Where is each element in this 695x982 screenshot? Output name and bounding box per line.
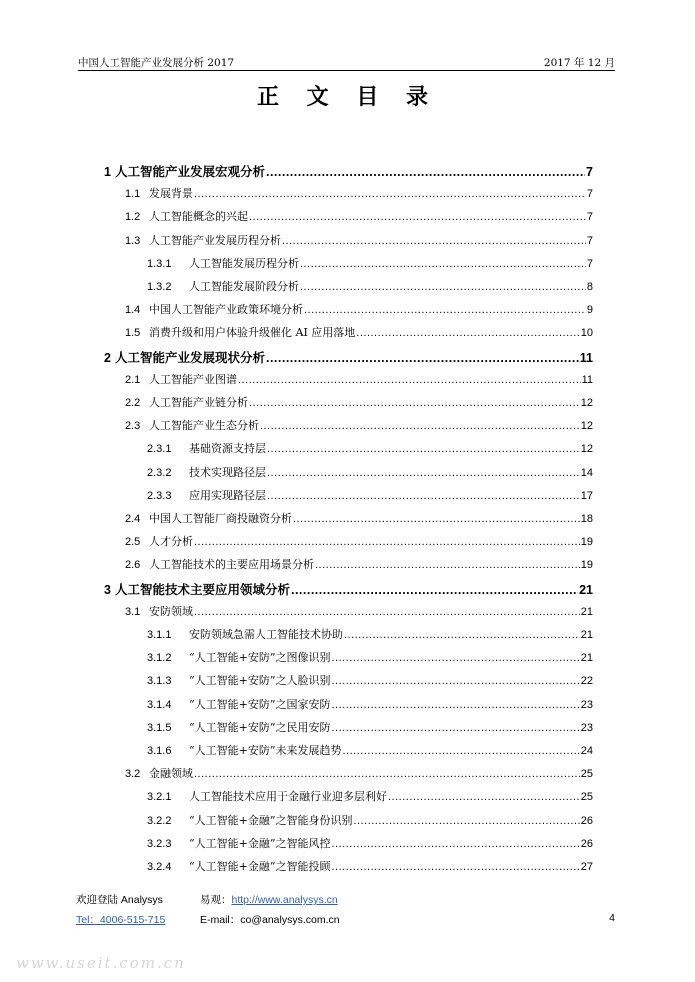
footer-email: E-mail：co@analysys.com.cn [200, 914, 340, 926]
toc-entry-page: 23 [580, 721, 593, 734]
toc-entry-title: “人工智能+金融”之智能身份识别 [189, 813, 353, 827]
toc-dot-leader [249, 211, 586, 223]
toc-entry-number: 3.1 [125, 605, 141, 618]
footer-page-number: 4 [609, 912, 615, 924]
toc-dot-leader [342, 745, 579, 757]
toc-entry-number: 1.4 [125, 304, 141, 317]
toc-entry-number: 1.5 [125, 327, 141, 340]
toc-entry-title: “人工智能+安防”未来发展趋势 [189, 744, 342, 757]
toc-entry-title: 发展背景 [149, 187, 193, 201]
page-footer [76, 892, 615, 932]
toc-entry-number: 1.3.2 [147, 281, 172, 293]
toc-dot-leader [331, 699, 579, 711]
toc-entry-title: 人工智能产业发展现状分析 [114, 349, 265, 365]
toc-entry[interactable] [104, 580, 593, 598]
toc-entry-page: 7 [586, 257, 593, 270]
toc-entry-page: 25 [580, 768, 593, 781]
toc-dot-leader [267, 443, 580, 455]
toc-dot-leader [282, 235, 586, 247]
toc-dot-leader [331, 722, 579, 734]
toc-entry-page: 18 [580, 513, 593, 525]
footer-website [200, 892, 338, 907]
toc-entry-page: 21 [580, 605, 593, 618]
toc-entry-number: 1.1 [125, 188, 141, 201]
toc-dot-leader [260, 420, 580, 432]
toc-entry-title: “人工智能+金融”之智能投顾 [189, 860, 331, 873]
toc-entry[interactable] [147, 788, 593, 804]
toc-entry[interactable] [125, 324, 593, 340]
toc-dot-leader [293, 513, 580, 525]
page-header [78, 52, 615, 71]
toc-entry-number: 3.2.2 [147, 814, 172, 827]
toc-dot-leader [238, 374, 581, 386]
toc-entry-title: 应用实现路径层 [189, 488, 266, 502]
toc-entry-page: 26 [580, 814, 593, 827]
toc-entry[interactable] [125, 208, 593, 224]
toc-entry[interactable] [147, 672, 593, 688]
toc-entry-title: 技术实现路径层 [189, 465, 266, 479]
toc-entry-page: 10 [580, 327, 593, 340]
toc-entry[interactable] [125, 603, 593, 619]
toc-entry[interactable] [125, 371, 593, 387]
toc-entry[interactable] [104, 162, 593, 180]
toc-dot-leader [331, 838, 579, 850]
toc-dot-leader [353, 815, 579, 827]
toc-entry-page: 23 [580, 698, 593, 711]
toc-entry-page: 27 [580, 861, 593, 873]
toc-entry-title: 人工智能发展历程分析 [189, 256, 299, 270]
toc-entry-page: 7 [586, 165, 593, 179]
toc-entry-page: 19 [580, 559, 593, 572]
toc-dot-leader [267, 490, 580, 502]
footer-website-label: 易观： [200, 894, 232, 906]
toc-entry[interactable] [147, 858, 593, 874]
toc-entry[interactable] [147, 812, 593, 828]
toc-entry-page: 22 [580, 675, 593, 688]
toc-entry-page: 9 [586, 304, 593, 317]
toc-entry-number: 3.1.5 [147, 721, 172, 734]
toc-entry[interactable] [125, 556, 593, 572]
toc-entry-title: 中国人工智能厂商投融资分析 [149, 512, 292, 525]
toc-dot-leader [331, 675, 579, 687]
toc-entry-title: 消费升级和用户体验升级催化 AI 应用落地 [149, 326, 356, 340]
toc-entry-title: 人工智能产业生态分析 [149, 419, 259, 433]
toc-entry-number: 3.1.4 [147, 698, 172, 711]
toc-entry-title: 人工智能技术的主要应用场景分析 [149, 558, 314, 572]
toc-dot-leader [331, 861, 579, 873]
toc-entry[interactable] [147, 626, 593, 642]
toc-dot-leader [194, 768, 580, 780]
toc-entry[interactable] [147, 696, 593, 712]
toc-entry-title: 人工智能技术主要应用领域分析 [114, 581, 290, 597]
toc-dot-leader [344, 629, 580, 641]
toc-entry-number: 2.5 [125, 536, 141, 549]
toc-entry-number: 3.2.3 [147, 837, 172, 850]
toc-entry[interactable] [147, 464, 593, 480]
toc-dot-leader [300, 281, 586, 293]
toc-entry-number: 3.1.2 [147, 652, 172, 665]
toc-entry-number: 1.3 [125, 234, 141, 247]
toc-dot-leader [266, 165, 585, 179]
toc-dot-leader [266, 351, 579, 365]
toc-entry-number: 3.1.6 [147, 745, 172, 757]
toc-entry-number: 2.4 [125, 513, 141, 525]
toc-entry-title: 安防领域急需人工智能技术协助 [189, 628, 343, 641]
toc-entry-title: 安防领域 [149, 604, 193, 618]
toc-entry-number: 3.2 [125, 768, 141, 781]
toc-entry-page: 14 [580, 466, 593, 479]
toc-entry-number: 3.1.1 [147, 629, 172, 641]
toc-entry-number: 1.3.1 [147, 257, 172, 270]
toc-entry-title: “人工智能+金融”之智能风控 [189, 836, 331, 850]
toc-entry[interactable] [125, 394, 593, 410]
toc-entry[interactable] [147, 835, 593, 851]
footer-tel[interactable]: Tel：4006-515-715 [76, 914, 166, 926]
toc-entry[interactable] [147, 649, 593, 665]
toc-entry-page: 19 [580, 536, 593, 549]
toc-entry-number: 3.1.3 [147, 675, 172, 688]
toc-entry-number: 1 [104, 165, 111, 179]
toc-entry-page: 8 [586, 281, 593, 293]
toc-entry[interactable] [125, 301, 593, 317]
toc-entry-number: 2.3.2 [147, 466, 172, 479]
toc-entry-title: 人工智能产业发展历程分析 [149, 233, 281, 247]
toc-entry[interactable] [125, 232, 593, 248]
toc-entry-title: 人工智能产业链分析 [149, 396, 248, 409]
toc-dot-leader [194, 606, 580, 618]
toc-dot-leader [304, 304, 586, 316]
header-date: 2017 年 12 月 [543, 57, 615, 69]
toc-entry-page: 21 [580, 652, 593, 665]
toc-entry-page: 7 [586, 188, 593, 201]
toc-entry-number: 3.2.1 [147, 791, 172, 804]
page-title: 正 文 目 录 [257, 85, 438, 110]
toc-entry-page: 12 [580, 443, 593, 456]
toc-entry[interactable] [125, 510, 593, 526]
toc-entry-page: 26 [580, 837, 593, 850]
toc-dot-leader [300, 258, 586, 270]
toc-dot-leader [315, 559, 580, 571]
toc-entry[interactable] [125, 185, 593, 201]
toc-dot-leader [356, 327, 579, 339]
toc-dot-leader [291, 583, 578, 597]
toc-dot-leader [194, 188, 586, 200]
watermark: www.useit.com.cn [16, 954, 186, 972]
toc-entry-title: 中国人工智能产业政策环境分析 [149, 303, 303, 317]
toc-entry[interactable] [147, 742, 593, 758]
toc-entry-title: 人工智能产业图谱 [149, 372, 237, 386]
toc-entry-number: 3 [104, 582, 111, 597]
toc-entry-title: 人工智能发展阶段分析 [189, 280, 299, 293]
toc-entry-page: 25 [580, 791, 593, 804]
toc-entry[interactable] [125, 417, 593, 433]
toc-entry-title: 人工智能概念的兴起 [149, 210, 248, 224]
toc-dot-leader [194, 536, 580, 548]
toc-entry-page: 12 [580, 397, 593, 409]
toc-entry[interactable] [147, 440, 593, 456]
toc-entry-number: 2.6 [125, 559, 141, 572]
toc-entry[interactable] [147, 487, 593, 503]
toc-entry-title: 人工智能技术应用于金融行业迎多层利好 [189, 790, 387, 804]
toc-entry-number: 2.3.3 [147, 489, 172, 502]
toc-dot-leader [249, 397, 580, 409]
toc-entry-page: 24 [580, 745, 593, 757]
toc-entry-page: 11 [581, 373, 593, 386]
toc-entry-number: 2 [104, 350, 111, 365]
toc-entry[interactable] [147, 278, 593, 294]
toc-entry-title: 人才分析 [149, 535, 193, 549]
footer-welcome: 欢迎登陆 Analysys [76, 894, 163, 906]
toc-entry-title: 金融领域 [149, 767, 193, 781]
toc-entry-number: 3.2.4 [147, 861, 172, 873]
toc-entry-page: 11 [579, 350, 593, 365]
toc-entry-title: “人工智能+安防”之国家安防 [189, 697, 331, 711]
toc-entry-title: “人工智能+安防”之民用安防 [189, 720, 331, 734]
toc-entry-number: 2.3 [125, 420, 141, 433]
toc-dot-leader [388, 791, 580, 803]
toc-entry-title: 基础资源支持层 [189, 442, 266, 456]
toc-entry[interactable] [147, 719, 593, 735]
toc-entry-title: “人工智能+安防”之图像识别 [189, 651, 331, 665]
toc-entry-page: 21 [580, 629, 593, 641]
toc-entry-number: 2.3.1 [147, 443, 172, 456]
toc-entry-page: 7 [586, 234, 593, 247]
toc-entry[interactable] [104, 348, 593, 366]
toc-entry-title: 人工智能产业发展宏观分析 [114, 164, 265, 179]
header-report-title: 中国人工智能产业发展分析 2017 [78, 57, 235, 69]
toc-dot-leader [331, 652, 579, 664]
toc-entry[interactable] [125, 533, 593, 549]
toc-entry-page: 21 [579, 582, 593, 597]
toc-entry-number: 2.2 [125, 397, 141, 409]
toc-entry-page: 17 [580, 489, 593, 502]
toc-entry[interactable] [147, 255, 593, 271]
toc-entry-page: 7 [586, 211, 593, 224]
toc-entry-number: 1.2 [125, 211, 141, 224]
toc-entry-title: “人工智能+安防”之人脸识别 [189, 674, 331, 688]
footer-website-link[interactable]: http://www.analysys.cn [231, 894, 338, 906]
toc-entry[interactable] [125, 765, 593, 781]
toc-dot-leader [267, 467, 580, 479]
toc-entry-page: 12 [580, 420, 593, 433]
toc-entry-number: 2.1 [125, 373, 141, 386]
